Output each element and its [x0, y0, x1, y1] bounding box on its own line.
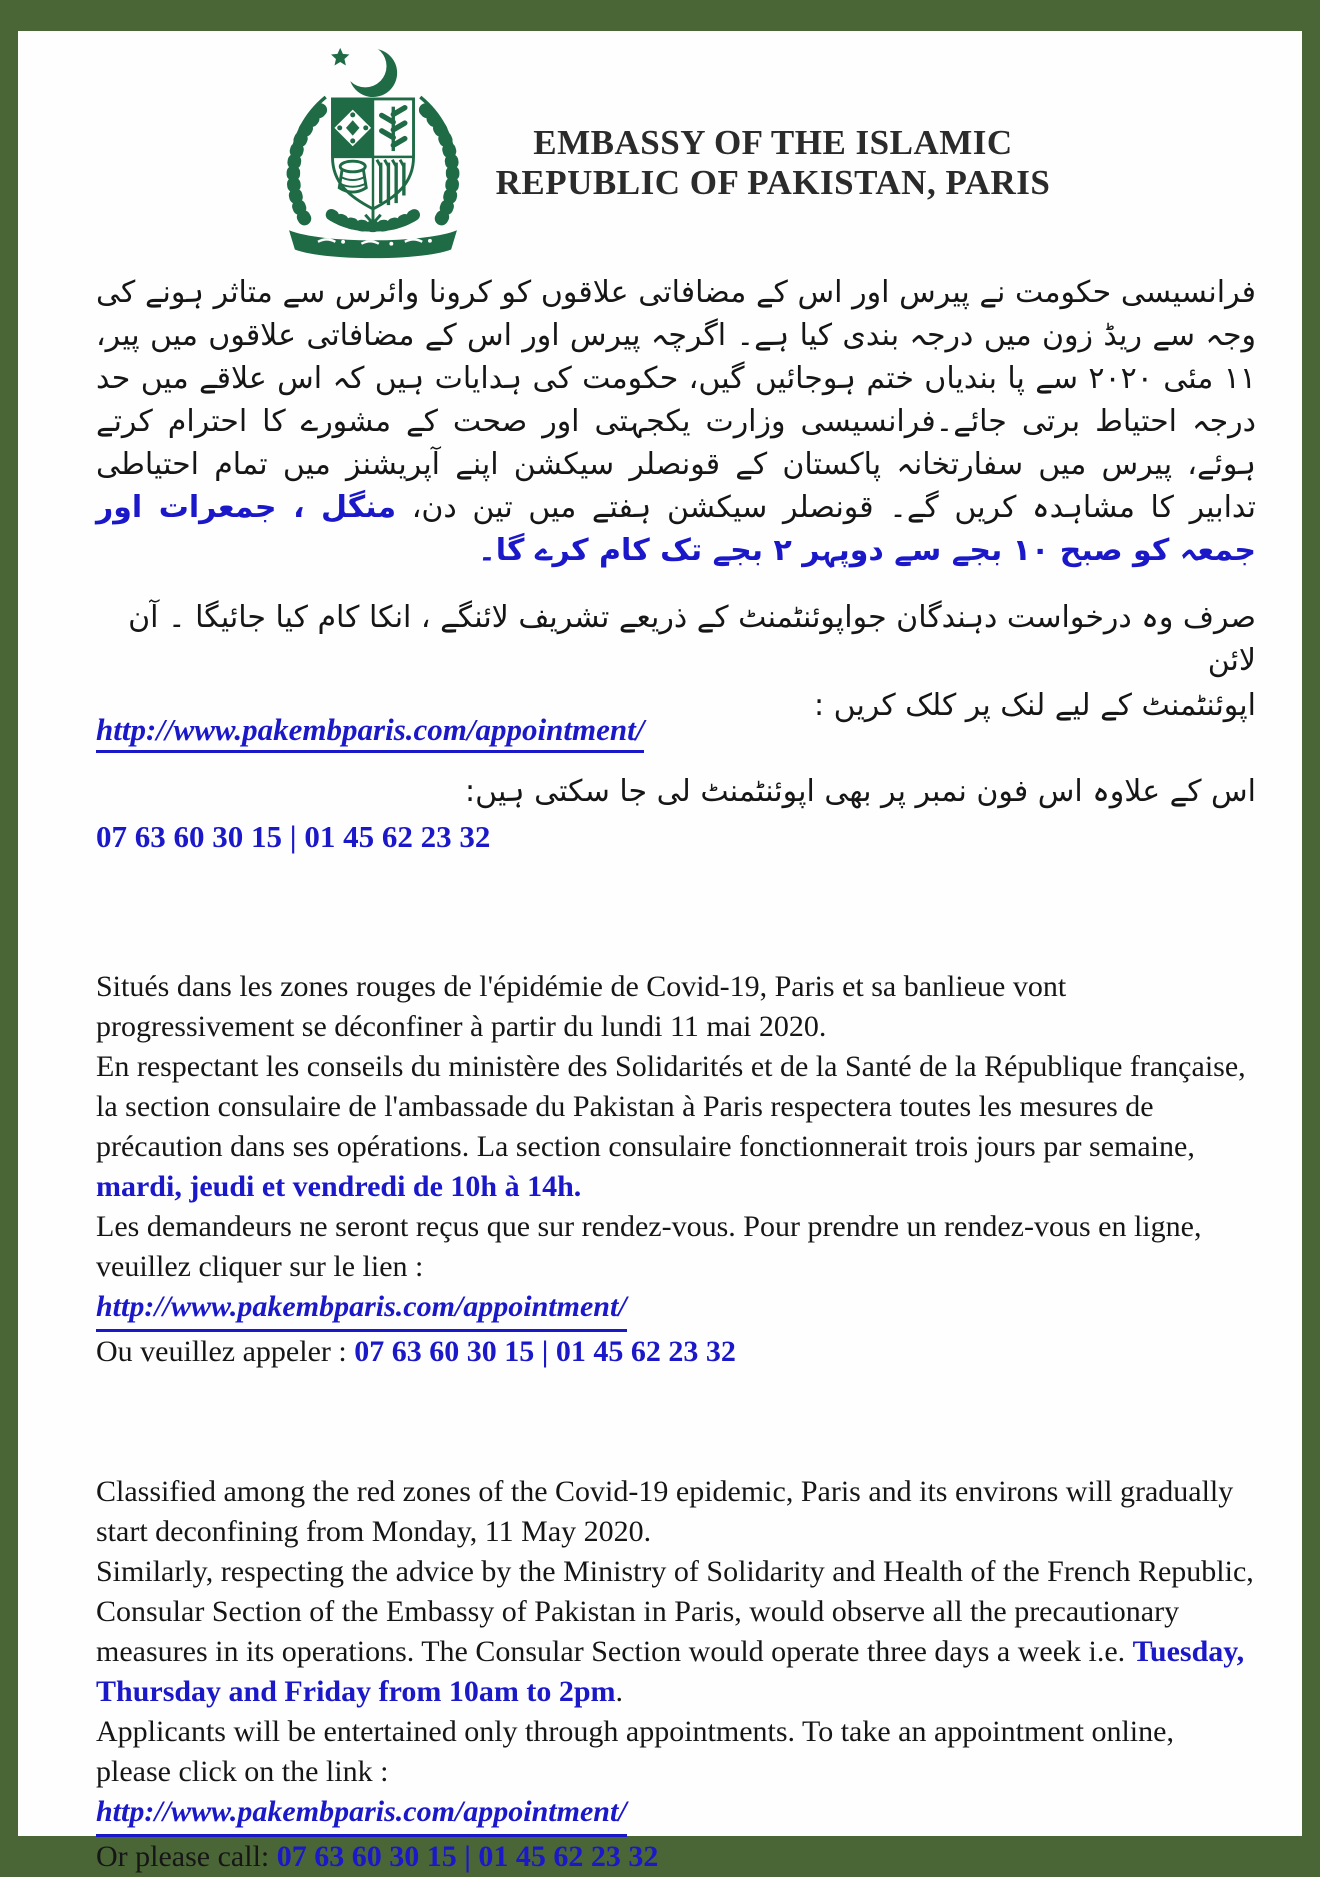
content — [18, 271, 1302, 1877]
appointment-link-urdu[interactable]: http://www.pakembparis.com/appointment/ — [96, 712, 644, 753]
urdu-body-text: فرانسیسی حکومت نے پیرس اور اس کے مضافاتی علاقوں کو کرونا وائرس سے متاثر ہونے کی وجہ سے ریڈ زون میں درجہ بندی کیا ہے۔ اگرچہ پیرس اور اس کے مضافاتی علاقوں میں پیر، ۱۱ مئی ۲۰۲۰ سے پا بندیاں ختم ہوجائیں گیں، حکومت کی ہدایات ہیں کہ اس علاقے میں حد درجہ احتیاط برتی جائے۔فرانسیسی وزارت یکجہتی اور صحت کے مشورے کا احترام کرتے ہوئے، پیرس میں سفارتخانہ پاکستان کے قونصلر سیکشن اپنے آپریشنز میں تمام احتیاطی تدابیر کا مشاہدہ کریں گے۔ قونصلر سیکشن ہفتے میں تین دن، — [96, 275, 1256, 525]
french-link-line — [96, 1287, 1256, 1332]
urdu-paragraph-1 — [96, 271, 1256, 572]
french-p2-text: En respectant les conseils du ministère des Solidarités et de la Santé de la République française, la section consulaire de l'ambassade du Pakistan à Paris respectera toutes les mesures de précaution dans ses opérations. La section consulaire fonctionnerait trois jours par semaine, — [96, 1050, 1246, 1163]
french-hours-highlight: mardi, jeudi et vendredi de 10h à 14h. — [96, 1170, 582, 1203]
english-p2-period: . — [615, 1675, 623, 1708]
header — [18, 31, 1302, 263]
urdu-link-row — [96, 684, 1256, 766]
pakistan-emblem-icon — [270, 43, 476, 263]
english-p2 — [96, 1552, 1256, 1712]
appointment-link-french[interactable]: http://www.pakembparis.com/appointment/ — [96, 1287, 627, 1332]
english-section — [96, 1472, 1256, 1877]
french-p2 — [96, 1047, 1256, 1207]
english-p3: Applicants will be entertained only through appointments. To take an appointment online, please click on the link : — [96, 1715, 1174, 1788]
english-link-line — [96, 1792, 1256, 1837]
english-p1: Classified among the red zones of the Covid-19 epidemic, Paris and its environs will gradually start deconfining from Monday, 11 May 2020. — [96, 1475, 1234, 1548]
title-line-2: REPUBLIC OF PAKISTAN, PARIS — [495, 163, 1051, 202]
title-line-1: EMBASSY OF THE ISLAMIC — [533, 123, 1013, 162]
urdu-hours-highlight: منگل ، جمعرات اور جمعہ کو صبح ۱۰ بجے سے دوپہر ۲ بجے تک کام کرے گا۔ — [96, 490, 1256, 568]
french-p1: Situés dans les zones rouges de l'épidémie de Covid-19, Paris et sa banlieue vont progressivement se déconfiner à partir du lundi 11 mai 2020. — [96, 970, 1067, 1043]
urdu-phone-note: اس کے علاوہ اس فون نمبر پر بھی اپوئنٹمنٹ لی جا سکتی ہیں: — [465, 774, 1256, 809]
urdu-click-link-label: اپوئنٹمنٹ کے لیے لنک پر کلک کریں : — [813, 688, 1256, 723]
urdu-appointment-note: صرف وہ درخواست دہندگان جواپوئنٹمنٹ کے ذریعے تشریف لائنگے ، انکا کام کیا جائیگا ۔ آن لائن — [128, 600, 1256, 678]
french-call-line — [96, 1332, 1256, 1372]
page-title — [496, 123, 1051, 203]
french-p3: Les demandeurs ne seront reçus que sur rendez-vous. Pour prendre un rendez-vous en ligne, veuillez cliquer sur le lien : — [96, 1210, 1202, 1283]
urdu-phone-numbers: 07 63 60 30 15 | 01 45 62 23 32 — [96, 819, 491, 854]
french-call-label: Ou veuillez appeler : — [96, 1335, 355, 1368]
english-hours-highlight: Tuesday, Thursday and Friday from 10am to 2pm — [96, 1635, 1245, 1708]
french-section — [96, 967, 1256, 1372]
english-p2-text: Similarly, respecting the advice by the Ministry of Solidarity and Health of the French Republic, Consular Section of the Embassy of Pakistan in Paris, would observe all the precautionary measures in its operations. The Consular Section would operate three days a week i.e. — [96, 1555, 1254, 1668]
french-phone-numbers: 07 63 60 30 15 | 01 45 62 23 32 — [354, 1335, 736, 1368]
document-page — [18, 31, 1302, 1873]
english-phone-numbers: 07 63 60 30 15 | 01 45 62 23 32 — [276, 1840, 659, 1873]
appointment-link-english[interactable]: http://www.pakembparis.com/appointment/ — [96, 1792, 627, 1837]
english-call-label: Or please call: — [96, 1840, 277, 1873]
english-call-line — [96, 1837, 1256, 1877]
